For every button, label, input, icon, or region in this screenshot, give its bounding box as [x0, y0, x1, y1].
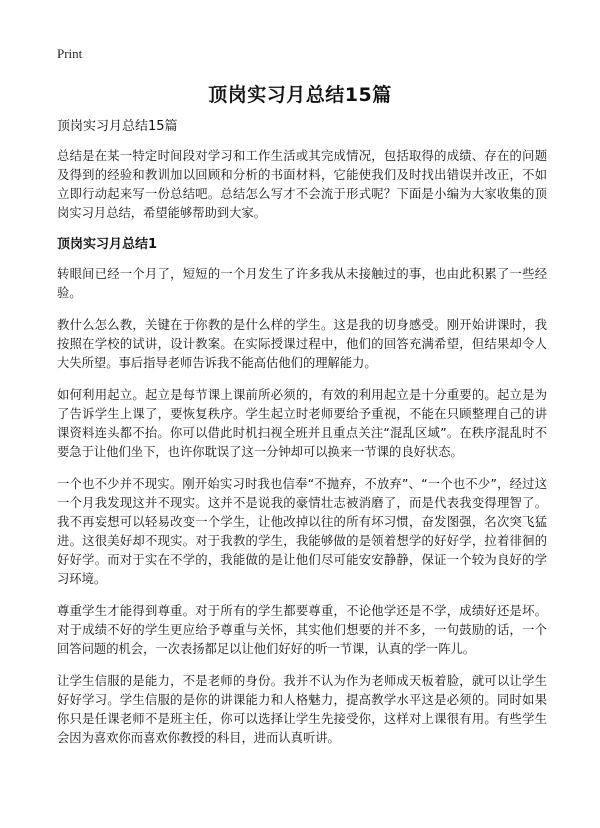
intro-paragraph: 总结是在某一特定时间段对学习和工作生活或其完成情况，包括取得的成绩、存在的问题及得到的经验和教训加以回顾和分析的书面材料，它能使我们及时找出错误并改正，不如立即行动起来写一份总结吧。总结怎么写才不会流于形式呢？下面是小编为大家收集的顶岗实习月总结，希望能够帮助到大家。 — [57, 149, 547, 220]
body-paragraph: 如何利用起立。起立是每节课上课前所必须的，有效的利用起立是十分重要的。起立是为了告诉学生上课了，要恢复秩序。学生起立时老师要给予重视，不能在只顾整理自己的讲课资料连头都不抬。你可以借此时机扫视全班并且重点关注“混乱区域”。在秩序混乱时不要急于让他们坐下，也许你耽误了这一分钟却可以换来一节课的良好状态。 — [57, 388, 547, 459]
section-heading: 顶岗实习月总结1 — [57, 237, 158, 252]
body-paragraph: 教什么怎么教，关键在于你教的是什么样的学生。这是我的切身感受。刚开始讲课时，我按照在学校的试讲，设计教案。在实际授课过程中，他们的回答充满希望，但结果却令人大失所望。事后指导老师告诉我不能高估他们的理解能力。 — [57, 318, 547, 370]
document-body — [57, 118, 547, 761]
page-title: 顶岗实习月总结15篇 — [208, 84, 392, 106]
body-paragraph: 让学生信服的是能力，不是老师的身份。我并不认为作为老师成天板着脸，就可以让学生好好学习。学生信服的是你的讲课能力和人格魅力，提高教学水平这是必须的。同时如果你只是任课老师不是班主任，你可以选择让学生先接受你，这样对上课很有用。有些学生会因为喜欢你而喜欢你教授的科目，进而认真听讲。 — [57, 674, 547, 745]
body-paragraph: 转眼间已经一个月了，短短的一个月发生了许多我从未接触过的事，也由此积累了一些经验。 — [57, 267, 547, 300]
body-paragraph: 一个也不少并不现实。刚开始实习时我也信奉“不抛弃，不放弃”、“一个也不少”，经过这一个月我发现这并不现实。这并不是说我的豪情壮志被消磨了，而是代表我变得理智了。我不再妄想可以轻易改变一个学生，让他改掉以往的所有坏习惯，奋发图强，名次突飞猛进。这很美好却不现实。对于我教的学生，我能够做的是领着想学的好好学，拉着徘徊的好好学。而对于实在不学的，我能做的是让他们尽可能安安静静，保证一个较为良好的学习环境。 — [57, 477, 547, 586]
print-link[interactable]: Print — [57, 46, 83, 61]
body-paragraph: 尊重学生才能得到尊重。对于所有的学生都要尊重，不论他学还是不学，成绩好还是坏。对于成绩不好的学生更应给予尊重与关怀，其实他们想要的并不多，一句鼓励的话，一个回答问题的机会，一次表扬都足以让他们好好的听一节课，认真的学一阵儿。 — [57, 604, 547, 656]
document-subtitle: 顶岗实习月总结15篇 — [57, 119, 178, 134]
